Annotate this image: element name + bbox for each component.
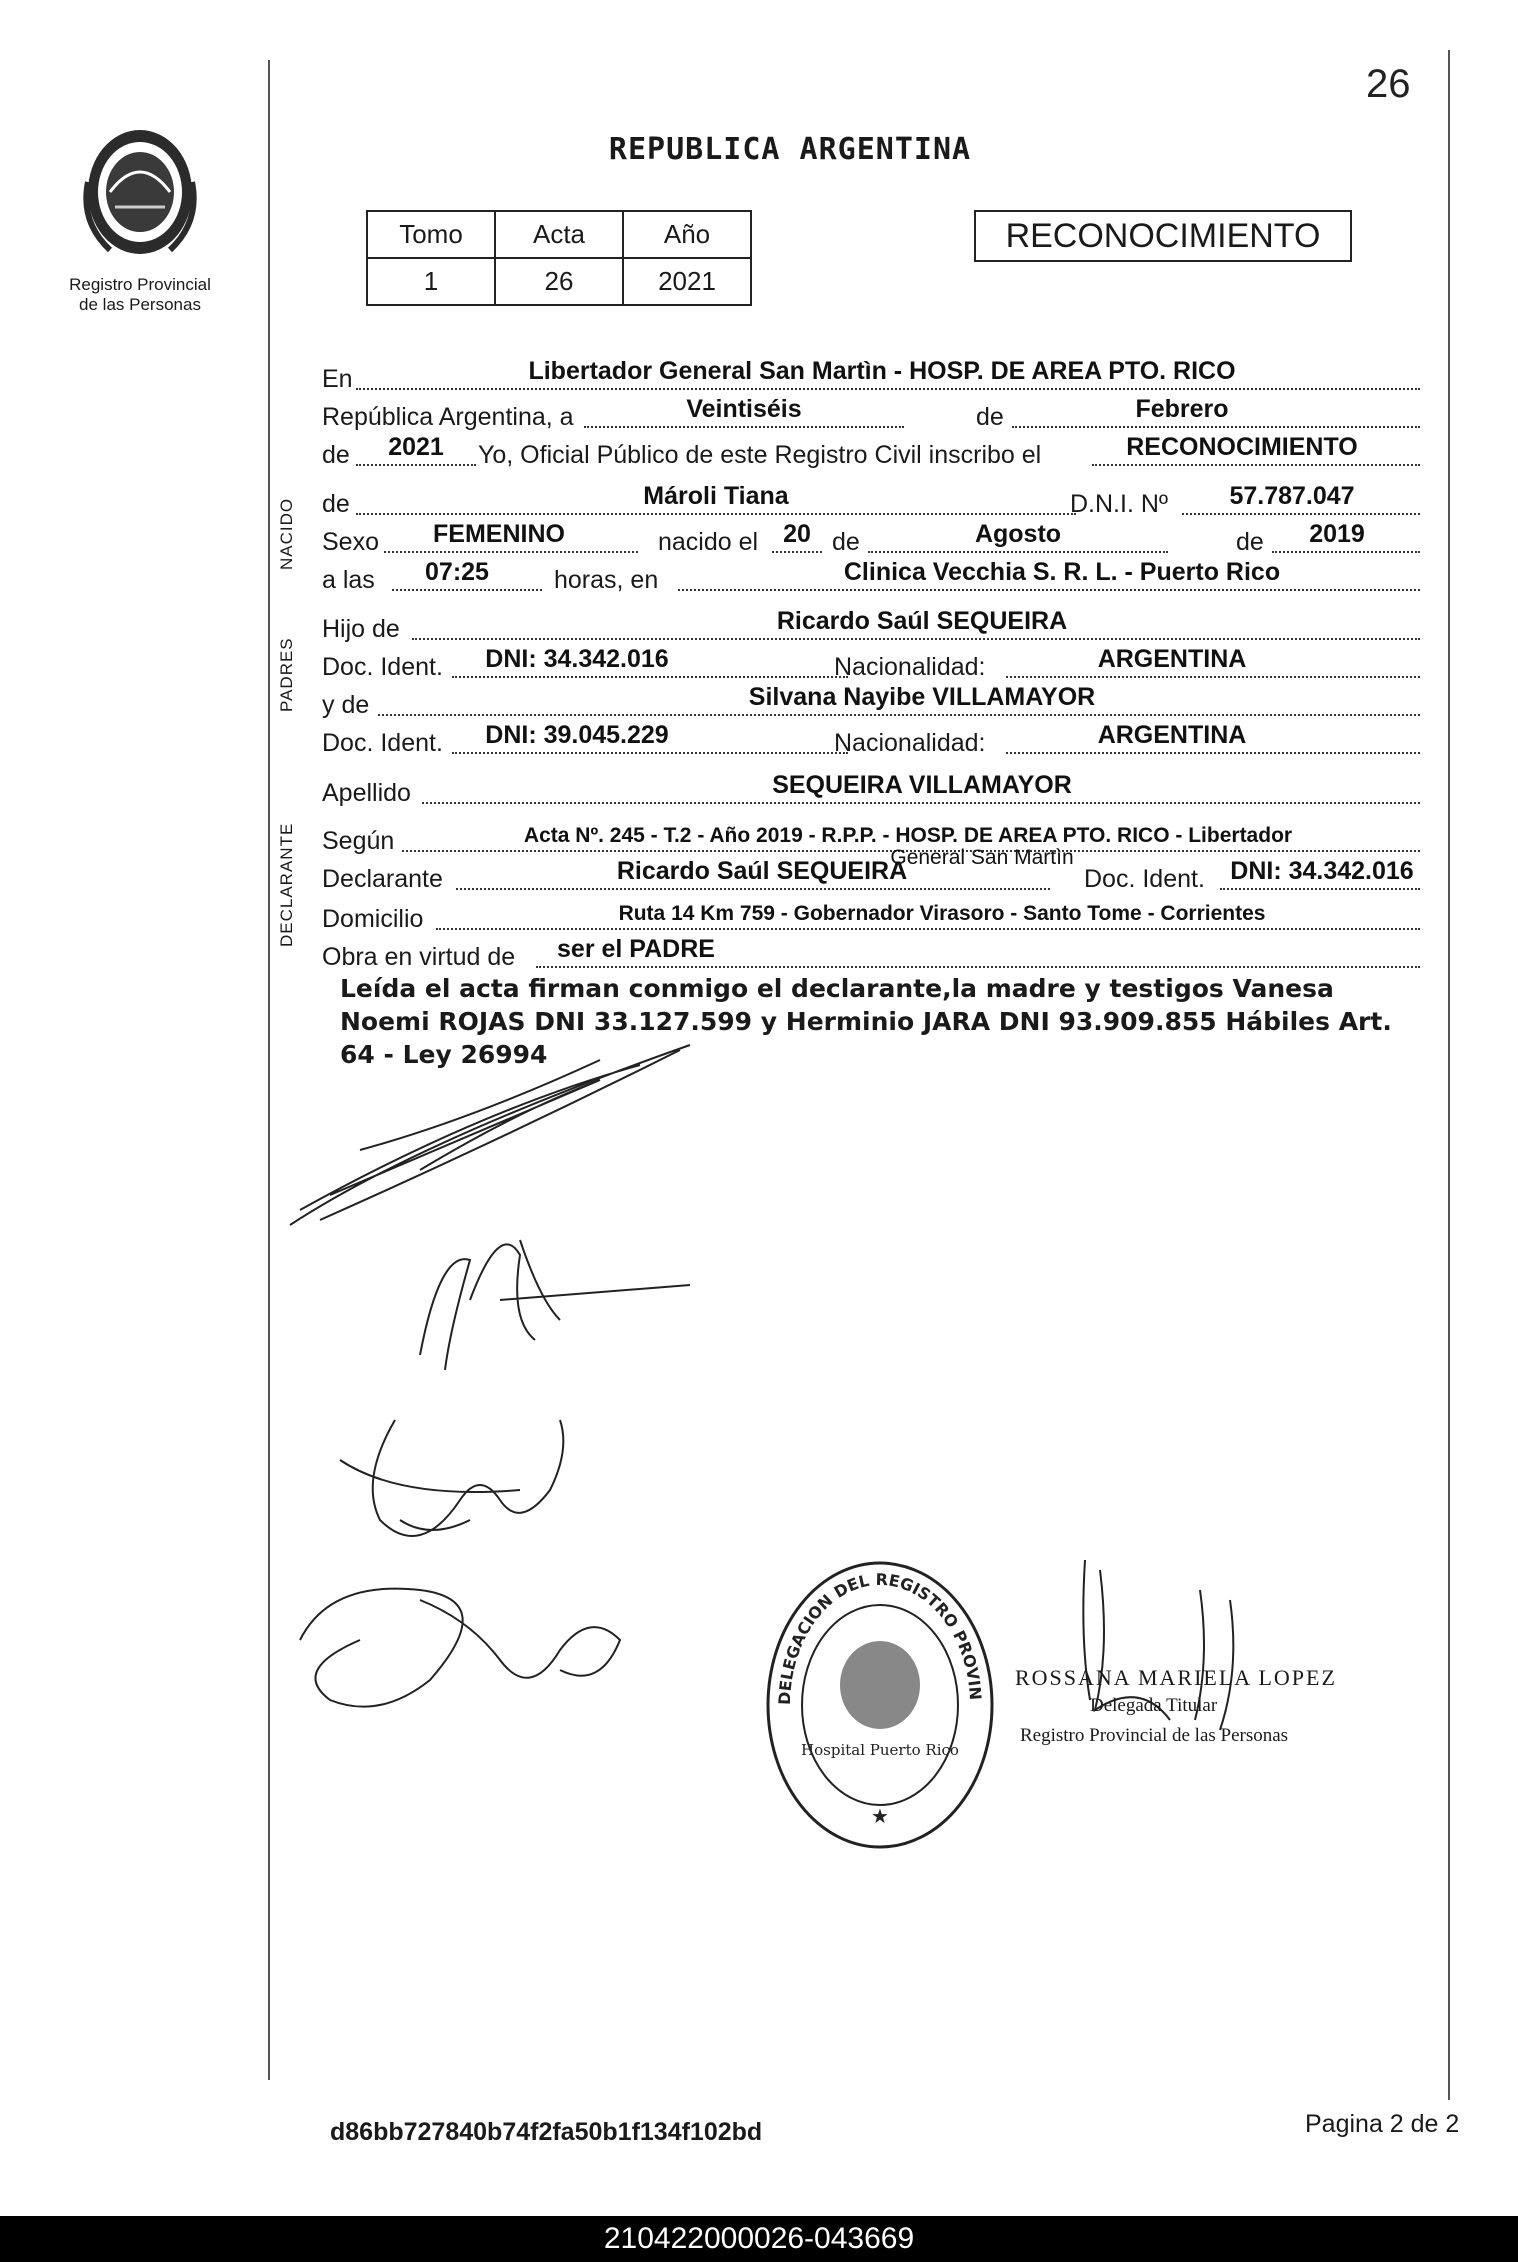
side-label-nacido: NACIDO xyxy=(277,497,296,570)
birth-place-value: Clinica Vecchia S. R. L. - Puerto Rico xyxy=(843,558,1281,586)
org-line-2: de las Personas xyxy=(79,295,201,314)
apellido-label: Apellido xyxy=(322,779,411,807)
de-label: de xyxy=(322,490,350,518)
org-line-1: Registro Provincial xyxy=(69,275,211,294)
de-label: de xyxy=(1236,528,1264,556)
month-words-value: Febrero xyxy=(1135,395,1229,423)
header-anio: Año xyxy=(623,211,751,258)
value-anio: 2021 xyxy=(623,258,751,305)
birth-month-value: Agosto xyxy=(974,520,1062,548)
stamp-text: DELEGACION DEL REGISTRO PROVINCIAL DE LAS PERSONAS xyxy=(753,1540,986,1706)
surname-value: SEQUEIRA VILLAMAYOR xyxy=(772,771,1072,799)
header-tomo: Tomo xyxy=(367,211,495,258)
signature-4 xyxy=(300,1589,620,1707)
child-name-value: Mároli Tiana xyxy=(643,482,789,510)
a-las-label: a las xyxy=(322,566,375,594)
address-value: Ruta 14 Km 759 - Gobernador Virasoro - Santo Tome - Corrientes xyxy=(618,902,1266,925)
father-nationality-value: ARGENTINA xyxy=(1097,645,1247,673)
declarante-label: Declarante xyxy=(322,865,443,893)
year-value: 2021 xyxy=(388,433,444,461)
declarant-doc-value: DNI: 34.342.016 xyxy=(1230,857,1414,885)
footer-id-bar: 210422000026-043669 xyxy=(0,2216,1518,2262)
official-org: Registro Provincial de las Personas xyxy=(1020,1725,1289,1746)
header-acta: Acta xyxy=(495,211,623,258)
signature-1 xyxy=(290,1045,690,1225)
birth-year-value: 2019 xyxy=(1309,520,1365,548)
obra-label: Obra en virtud de xyxy=(322,943,516,971)
republica-label: República Argentina, a xyxy=(322,403,574,431)
value-acta: 26 xyxy=(495,258,623,305)
page-number: 26 xyxy=(1366,62,1411,106)
nac-label: Nacionalidad: xyxy=(834,729,986,757)
child-dni-value: 57.787.047 xyxy=(1229,482,1355,510)
signature-3 xyxy=(340,1420,563,1536)
closing-note: Leída el acta firman conmigo el declarante,la madre y testigos Vanesa Noemi ROJAS DNI 33.127.599 y Herminio JARA DNI 93.909.855 Hábiles Art. 64 - Ley 26994 xyxy=(340,974,1392,1069)
nac-label: Nacionalidad: xyxy=(834,653,986,681)
record-type-box: RECONOCIMIENTO xyxy=(974,210,1352,262)
dni-label: D.N.I. Nº xyxy=(1070,490,1169,518)
official-title: Delegada Titular xyxy=(1090,1695,1218,1716)
country-title: REPUBLICA ARGENTINA xyxy=(608,132,972,167)
mother-name-value: Silvana Nayibe VILLAMAYOR xyxy=(748,683,1096,711)
segun-value: Acta Nº. 245 - T.2 - Año 2019 - R.P.P. - HOSP. DE AREA PTO. RICO - Libertador xyxy=(523,824,1293,847)
sexo-label: Sexo xyxy=(322,528,379,556)
hijo-label: Hijo de xyxy=(322,615,400,643)
value-tomo: 1 xyxy=(367,258,495,305)
birth-time-value: 07:25 xyxy=(425,558,489,586)
sex-value: FEMENINO xyxy=(433,520,565,548)
segun-value-continued: General San Martìn xyxy=(890,846,1074,869)
de-label: de xyxy=(832,528,860,556)
mother-nationality-value: ARGENTINA xyxy=(1097,721,1247,749)
domicilio-label: Domicilio xyxy=(322,905,424,933)
side-label-padres: PADRES xyxy=(277,637,296,712)
place-value: Libertador General San Martìn - HOSP. DE AREA PTO. RICO xyxy=(528,357,1236,385)
segun-label: Según xyxy=(322,827,395,855)
official-stamp xyxy=(753,1540,1000,1855)
nacido-label: nacido el xyxy=(658,528,759,556)
father-name-value: Ricardo Saúl SEQUEIRA xyxy=(776,607,1068,635)
inscribe-value: RECONOCIMIENTO xyxy=(1126,433,1358,461)
capacity-value: ser el PADRE xyxy=(557,935,715,963)
en-label: En xyxy=(322,365,353,393)
signature-2 xyxy=(420,1240,690,1370)
side-label-declarante: DECLARANTE xyxy=(277,822,296,947)
stamp-inner-text: Hospital Puerto Rico xyxy=(801,1741,959,1759)
de-label: de xyxy=(976,403,1004,431)
mother-doc-value: DNI: 39.045.229 xyxy=(485,721,669,749)
star-icon: ★ xyxy=(871,1806,889,1828)
document-hash: d86bb727840b74f2fa50b1f134f102bd xyxy=(330,2118,763,2146)
doc-label: Doc. Ident. xyxy=(322,653,443,681)
pagination: Pagina 2 de 2 xyxy=(1305,2110,1460,2138)
declarant-value: Ricardo Saúl SEQUEIRA xyxy=(616,857,908,885)
y-de-label: y de xyxy=(322,691,370,719)
official-name: ROSSANA MARIELA LOPEZ xyxy=(1015,1665,1337,1690)
doc-label: Doc. Ident. xyxy=(1084,865,1205,893)
doc-label: Doc. Ident. xyxy=(322,729,443,757)
father-doc-value: DNI: 34.342.016 xyxy=(485,645,669,673)
horas-label: horas, en xyxy=(554,566,659,594)
birth-day-value: 20 xyxy=(783,520,811,548)
de-label: de xyxy=(322,441,350,469)
day-words-value: Veintiséis xyxy=(686,395,802,423)
inscribe-label: Yo, Oficial Público de este Registro Civil inscribo el xyxy=(478,441,1042,469)
